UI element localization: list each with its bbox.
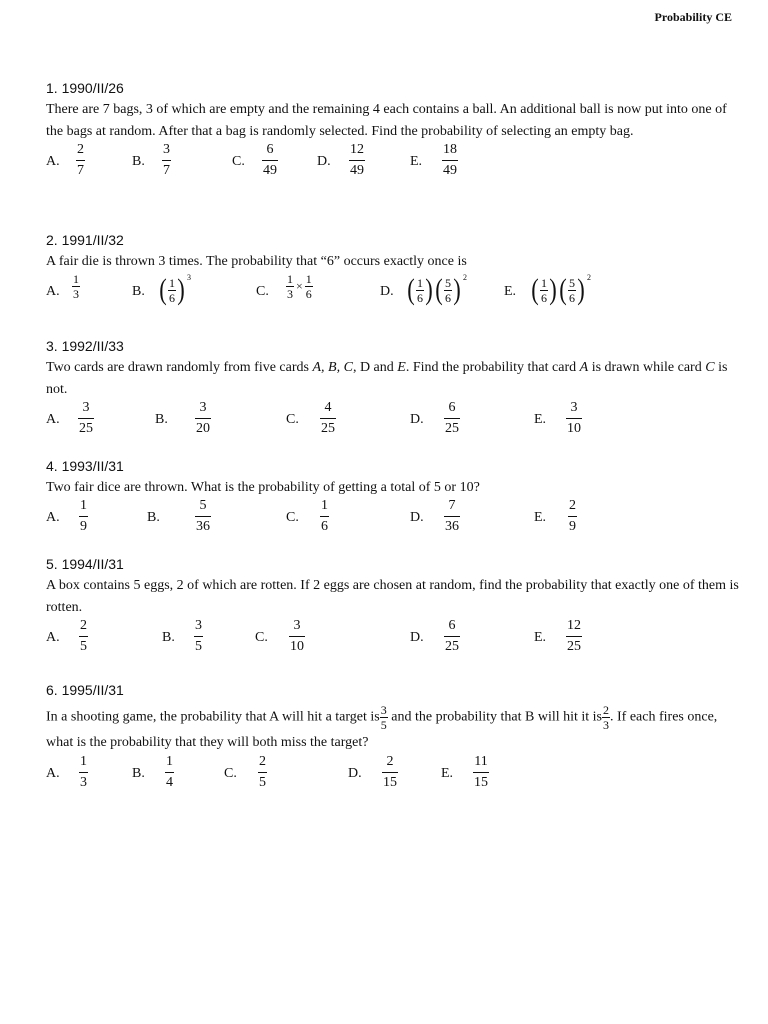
question-4 (46, 456, 746, 539)
fraction: $\frac{1}{9}$ (80, 498, 87, 534)
fraction: $\frac{1}{3}$ (73, 272, 79, 301)
fraction: $\frac{2}{15}$ (383, 754, 397, 790)
answer-options (46, 143, 746, 183)
option-label: B. (132, 154, 145, 169)
question-text: In a shooting game, the probability that A will hit a target is $\frac{3}{5}$ and the probability that B will hit it is $\frac{2}{3}$ . If each fires once, what is the probability that they will both miss the target? (46, 703, 718, 750)
fraction: $\frac{3}{20}$ (196, 400, 210, 436)
question-number: 5. 1994/II/31 (46, 556, 124, 572)
fraction: $\frac{6}{25}$ (445, 618, 459, 654)
option-label: A. (46, 412, 60, 427)
question-2 (46, 230, 746, 313)
fraction: $\frac{3}{7}$ (163, 142, 170, 178)
question-1 (46, 78, 746, 183)
option-label: E. (534, 412, 547, 427)
answer-options (46, 499, 746, 539)
option-label: D. (410, 510, 424, 525)
parenthesized-product: ( $\frac{1}{6}$ ) ( $\frac{5}{6}$ ) 2 (407, 273, 467, 306)
option-label: E. (534, 630, 547, 645)
fraction: $\frac{2}{5}$ (80, 618, 87, 654)
fraction: $\frac{6}{25}$ (445, 400, 459, 436)
fraction: $\frac{3}{10}$ (290, 618, 304, 654)
question-number: 4. 1993/II/31 (46, 458, 124, 474)
option-label: A. (46, 630, 60, 645)
fraction: $\frac{5}{36}$ (196, 498, 210, 534)
option-label: A. (46, 510, 60, 525)
option-label: A. (46, 154, 60, 169)
fraction: $\frac{1}{6}$ (321, 498, 328, 534)
fraction: $\frac{1}{3}$ (80, 754, 87, 790)
question-5 (46, 554, 746, 659)
answer-options (46, 401, 746, 441)
question-text: A fair die is thrown 3 times. The probability that “6” occurs exactly once is (46, 254, 467, 269)
option-label: C. (256, 284, 269, 299)
option-label: E. (504, 284, 517, 299)
exponent: 2 (463, 273, 467, 282)
fraction: $\frac{1}{6}$ (305, 272, 312, 301)
inline-fraction: $\frac{2}{3}$ (603, 703, 610, 732)
option-label: D. (348, 766, 362, 781)
question-number: 2. 1991/II/32 (46, 232, 124, 248)
option-label: E. (410, 154, 423, 169)
option-label: C. (224, 766, 237, 781)
fraction: $\frac{12}{49}$ (350, 142, 364, 178)
times-sign: × (296, 279, 303, 293)
fraction: $\frac{7}{36}$ (445, 498, 459, 534)
exponent: 2 (587, 273, 591, 282)
answer-options (46, 273, 746, 313)
question-number: 1. 1990/II/26 (46, 80, 124, 96)
option-label: C. (232, 154, 245, 169)
question-number: 3. 1992/II/33 (46, 338, 124, 354)
option-label: D. (410, 630, 424, 645)
option-label: B. (147, 510, 160, 525)
parenthesized-product: ( $\frac{1}{6}$ ) ( $\frac{5}{6}$ ) 2 (531, 273, 591, 306)
question-text: A box contains 5 eggs, 2 of which are rotten. If 2 eggs are chosen at random, find the probability that exactly one of them is rotten. (46, 578, 739, 615)
question-number: 6. 1995/II/31 (46, 682, 124, 698)
fraction: $\frac{6}{49}$ (263, 142, 277, 178)
option-label: C. (286, 510, 299, 525)
fraction: $\frac{11}{15}$ (474, 754, 488, 790)
option-label: D. (410, 412, 424, 427)
fraction: $\frac{3}{25}$ (79, 400, 93, 436)
fraction: $\frac{2}{9}$ (569, 498, 576, 534)
question-6 (46, 680, 746, 795)
inline-fraction: $\frac{3}{5}$ (380, 703, 387, 732)
option-label: E. (534, 510, 547, 525)
question-text: Two fair dice are thrown. What is the probability of getting a total of 5 or 10? (46, 480, 480, 495)
option-label: C. (286, 412, 299, 427)
option-label: A. (46, 766, 60, 781)
fraction: $\frac{12}{25}$ (567, 618, 581, 654)
question-text: There are 7 bags, 3 of which are empty and the remaining 4 each contains a ball. An additional ball is now put into one of the bags at random. After that a bag is randomly selected. Find the probability of selecting an empty bag. (46, 102, 727, 139)
option-label: B. (132, 766, 145, 781)
exponent: 3 (187, 273, 191, 282)
fraction: $\frac{2}{7}$ (77, 142, 84, 178)
parenthesized-fraction: ( $\frac{1}{6}$ ) 3 (159, 273, 191, 306)
option-label: D. (380, 284, 394, 299)
option-label: B. (155, 412, 168, 427)
answer-options (46, 755, 746, 795)
option-label: D. (317, 154, 331, 169)
page-header-title: Probability CE (654, 10, 732, 24)
option-label: B. (162, 630, 175, 645)
question-3 (46, 336, 746, 441)
fraction: $\frac{1}{4}$ (166, 754, 173, 790)
fraction: $\frac{3}{10}$ (567, 400, 581, 436)
fraction: $\frac{3}{5}$ (195, 618, 202, 654)
fraction: $\frac{2}{5}$ (259, 754, 266, 790)
option-label: A. (46, 284, 60, 299)
answer-options (46, 619, 746, 659)
fraction: $\frac{18}{49}$ (443, 142, 457, 178)
question-text: Two cards are drawn randomly from five cards A, B, C, D and E. Find the probability that card A is drawn while card C is not. (46, 360, 728, 397)
fraction: $\frac{4}{25}$ (321, 400, 335, 436)
fraction: $\frac{1}{3}$ (287, 272, 293, 301)
option-label: C. (255, 630, 268, 645)
option-label: B. (132, 284, 145, 299)
option-label: E. (441, 766, 454, 781)
